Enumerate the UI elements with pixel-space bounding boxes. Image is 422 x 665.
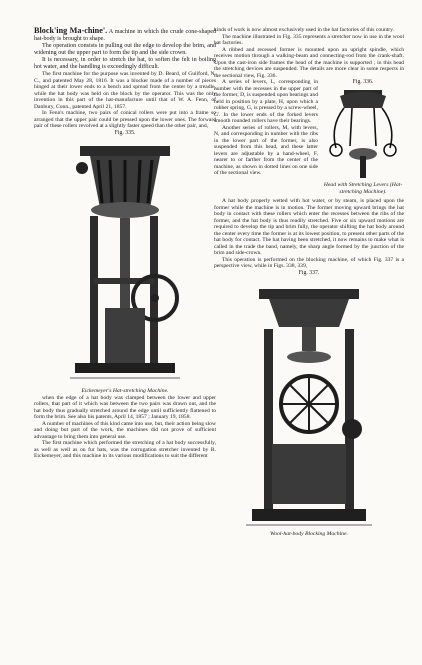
figure-335-hat-stretching-machine bbox=[50, 138, 200, 388]
paragraph: when the edge of a hat body was clamped between the lower and upper rollers, that part of it which was between the two pairs was drawn out, and the hat body thus gradually stretched around the edge until sufficiently flattened to form the brim. See also his patents, April 14, 1857 ; January 19, 1858. bbox=[34, 394, 216, 421]
figure-label-335: Fig. 335. bbox=[114, 129, 136, 136]
entry-heading: Block'ing Ma-chine'. bbox=[34, 26, 108, 35]
paragraph: A number of machines of this kind came into use, but, their action being slow and doing but part of the work, the machines did not prove of sufficient advantage to bring them into general use. bbox=[34, 420, 216, 440]
engraving-stretching-levers bbox=[322, 86, 404, 182]
paragraph: This operation is performed on the blocking machine, of which Fig. 337 is a perspective view, while in Figs. 338, 339, bbox=[214, 256, 404, 270]
paragraph: The operation consists in pulling out the edge to develop the brim, and widening out the upper part to form the tip and the side crown. bbox=[34, 43, 216, 57]
paragraph: A ribbed and recessed former is mounted upon an upright spindle, which receives motion through a walking-beam and connecting-rod from the crank-shaft. Upon the cast-iron side frames the head of the machine is supported ; in this head the stretching devices are suspended. The details are more clear in some respects in the sectional view, Fig. 336. bbox=[214, 46, 404, 79]
entry-intro bbox=[34, 27, 216, 43]
paragraph: The machine illustrated in Fig. 335 represents a stretcher now in use in the wool hat factories. bbox=[214, 33, 404, 46]
paragraph: A hat body properly wetted with hot water, or by steam, is placed upon the former while the machine is in motion. The former moving upward brings the hat body in contact with these rollers which enter the recesses between the ribs of the former, and the hat body is thus readily stretched. Five or six upward motions are required to develop the tip and brim fully, the operator shifting the hat body around the center every time the former is at its lowest position, to present other parts of the hat body for contact. The hat having been stretched, it now remains to make what is called in the trade the band, namely, the sharp angle formed by the junction of the brim and side-crown. bbox=[214, 198, 404, 257]
paragraph: Another series of rollers, M, with levers, N, and corresponding in number with the ribs in the lower part of the former, is also suspended from this head, and these latter levers are adjustable by a hand-wheel, F, nearer to or farther from the center of the machine, as shown in dotted lines on one side of the sectional view. bbox=[214, 124, 318, 176]
paragraph: In Fenn's machine, two pairs of conical rollers were put into a frame so arranged that the upper pair could be pressed upon the lower ones. The forward pair of these rollers revolved at a slightly faster speed than the other pair, and, bbox=[34, 110, 216, 130]
paragraph: kinds of work is now almost exclusively used in the hat factories of this country. bbox=[214, 27, 395, 33]
figure-337-blocking-machine bbox=[234, 279, 384, 531]
right-column bbox=[214, 27, 404, 538]
intro-text: A machine in which the crude cone-shaped hat-body is brought to shape. bbox=[34, 29, 216, 43]
paragraph: The first machine which performed the stretching of a hat body successfully, as well as well as on fur hats, was the corrugation stretcher invented by R. Eickemeyer, and this machine in its various modifications to suit the different bbox=[34, 440, 216, 460]
figure-caption-336: Head with Stretching Levers (Hat-stretching Machine). bbox=[323, 182, 403, 196]
figure-caption-335: Eickemeyer's Hat-stretching Machine. bbox=[81, 387, 169, 394]
figure-caption-337: Wool-hat-body Blocking Machine. bbox=[270, 530, 348, 537]
figure-label-336: Fig. 336. bbox=[352, 79, 374, 85]
paragraph: The first machine for the purpose was invented by D. Beard, of Guilford, N. C., and patented May 28, 1816. It was a blocker made of a number of pieces hinged at their lower ends to a bench and spread from the center by a treadle, while the hat body was held on the block by the operator. This was the only invention in this part of the hat-manufacture until that of W. A. Fenn, of Danbury, Conn., patented April 21, 1857. bbox=[34, 71, 216, 110]
figure-label-337: Fig. 337. bbox=[298, 269, 320, 276]
paragraph: It is necessary, in order to stretch the hat, to soften the felt in boiling hot water, and the handling is exceedingly difficult. bbox=[34, 57, 216, 71]
paragraph: A series of levers, L, corresponding in number with the recesses in the upper part of the former, D, is suspended upon bearings and held in position by a plate, H, upon which a rubber spring, G, is pressed by a screw-wheel, G'. In the lower ends of the forked levers smooth rounded rollers have their bearings. bbox=[214, 79, 318, 124]
figure-336-stretching-levers bbox=[322, 86, 404, 182]
left-column bbox=[34, 27, 216, 460]
engraving-blocking-machine bbox=[234, 279, 384, 531]
engraving-hat-stretching-machine bbox=[50, 138, 200, 388]
figure-336-wrapper bbox=[322, 79, 404, 196]
